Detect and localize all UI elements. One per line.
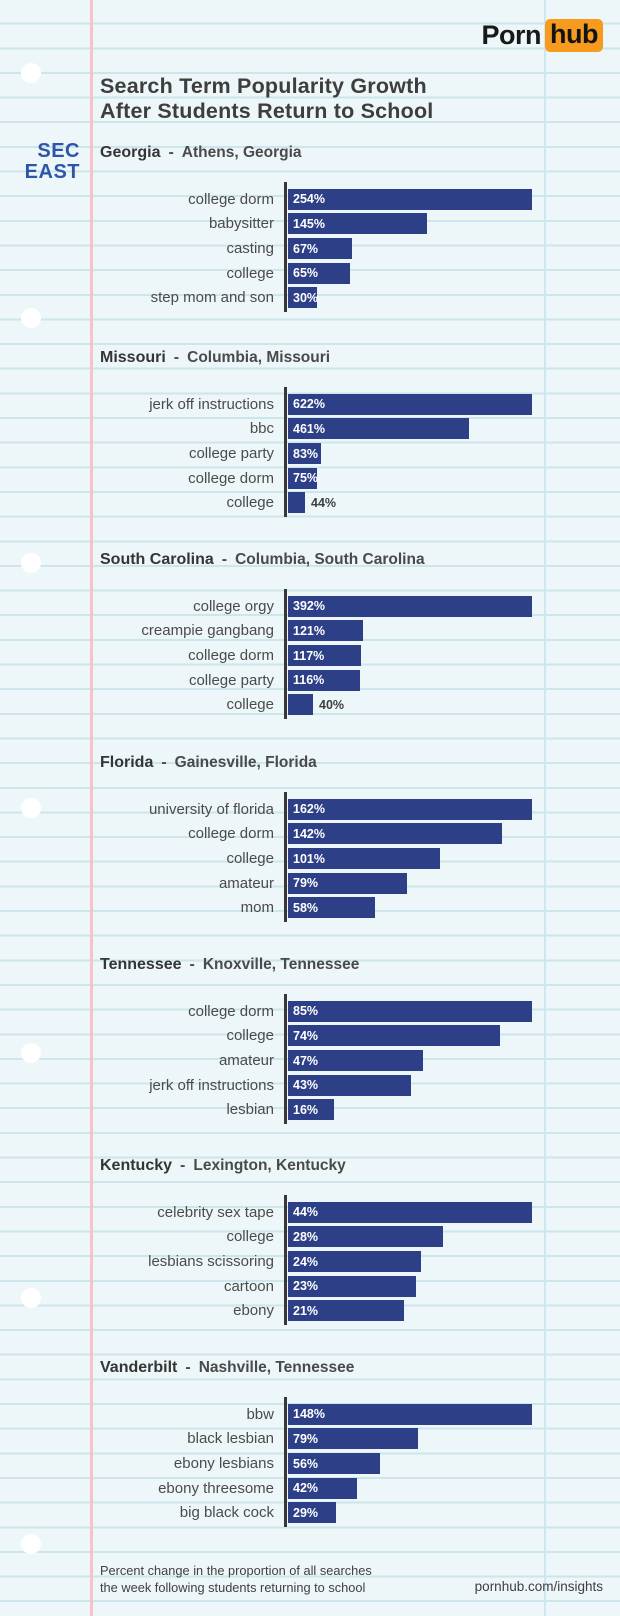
header-dash: - (189, 956, 195, 973)
search-term-label: college dorm (188, 647, 274, 665)
bar-track (284, 1251, 578, 1272)
value-label: 85% (293, 1004, 319, 1019)
bar-chart (100, 1402, 578, 1525)
search-term-label: ebony lesbians (173, 1455, 274, 1473)
chart-row (100, 212, 578, 237)
value-bar (288, 645, 361, 666)
value-bar (288, 492, 305, 513)
chart-row (100, 846, 578, 871)
value-label: 58% (293, 900, 319, 915)
chart-row (100, 1451, 578, 1476)
school-location: Knoxville, Tennessee (202, 956, 360, 973)
value-bar (288, 1001, 532, 1022)
value-label: 83% (293, 446, 319, 461)
school-location: Gainesville, Florida (174, 754, 317, 771)
school-location: Nashville, Tennessee (198, 1359, 355, 1376)
chart-row (100, 392, 578, 417)
chart-row (100, 187, 578, 212)
section-header (100, 551, 578, 569)
school-name: Kentucky (100, 1157, 173, 1174)
value-bar (288, 848, 440, 869)
logo-hub-badge: hub (545, 19, 603, 52)
value-bar (288, 799, 532, 820)
value-bar (288, 1502, 336, 1523)
chart-row (100, 594, 578, 619)
notebook-margin-line (90, 0, 93, 1616)
value-bar (288, 1300, 404, 1321)
bar-track (284, 213, 578, 234)
search-term-label: lesbian (226, 1101, 274, 1119)
bar-track (284, 238, 578, 259)
value-bar (288, 189, 532, 210)
chart-row (100, 1476, 578, 1501)
chart-row (100, 643, 578, 668)
search-term-label: big black cock (179, 1504, 274, 1522)
chart-row (100, 1274, 578, 1299)
search-term-label: amateur (218, 874, 274, 892)
value-bar (288, 468, 317, 489)
value-bar (288, 694, 313, 715)
header-dash: - (173, 349, 180, 366)
bar-track (284, 1478, 578, 1499)
hole-punch (21, 553, 41, 573)
search-term-label: college (226, 1228, 274, 1246)
pornhub-logo (482, 19, 604, 52)
value-label: 79% (293, 1431, 319, 1446)
search-term-label: university of florida (148, 800, 274, 818)
section-header (100, 1359, 578, 1377)
value-bar (288, 1453, 380, 1474)
section-header (100, 144, 578, 162)
chart-row (100, 1402, 578, 1427)
value-bar (288, 1050, 423, 1071)
chart-row (100, 822, 578, 847)
bar-track (284, 468, 578, 489)
chart-row (100, 1200, 578, 1225)
header-dash: - (168, 144, 174, 161)
hole-punch (21, 798, 41, 818)
value-label: 145% (293, 216, 325, 231)
value-label: 117% (293, 648, 325, 663)
bar-chart (100, 187, 578, 310)
bar-track (284, 263, 578, 284)
bar-track (284, 1404, 578, 1425)
search-term-label: lesbians scissoring (148, 1253, 274, 1271)
value-label: 23% (293, 1279, 319, 1294)
value-bar (288, 213, 427, 234)
bar-track (284, 645, 578, 666)
search-term-label: college (226, 494, 274, 512)
value-bar (288, 443, 321, 464)
header-dash: - (180, 1157, 186, 1174)
school-section (100, 754, 578, 929)
value-bar (288, 1202, 532, 1223)
chart-row (100, 1501, 578, 1526)
search-term-label: casting (226, 240, 274, 258)
school-section (100, 1157, 578, 1332)
search-term-label: college (226, 1027, 274, 1045)
value-label: 16% (293, 1102, 319, 1117)
value-label: 148% (293, 1407, 325, 1422)
bar-track (284, 694, 578, 715)
section-header (100, 349, 578, 367)
school-section (100, 1359, 578, 1534)
page-title (100, 74, 433, 123)
value-bar (288, 897, 375, 918)
value-bar (288, 1251, 421, 1272)
value-label: 116% (293, 673, 325, 688)
hole-punch (21, 63, 41, 83)
value-label: 42% (293, 1481, 319, 1496)
bar-chart (100, 392, 578, 515)
school-name: South Carolina (100, 551, 214, 568)
chart-row (100, 1098, 578, 1123)
bar-track (284, 1453, 578, 1474)
search-term-label: babysitter (208, 215, 274, 233)
bar-track (284, 492, 578, 513)
bar-track (284, 1099, 578, 1120)
chart-row (100, 491, 578, 516)
value-label: 65% (293, 266, 319, 281)
section-header (100, 1157, 578, 1175)
chart-row (100, 466, 578, 491)
chart-row (100, 1299, 578, 1324)
value-label: 392% (293, 599, 325, 614)
bar-track (284, 897, 578, 918)
bar-track (284, 443, 578, 464)
school-section (100, 551, 578, 726)
search-term-label: college party (188, 671, 274, 689)
search-term-label: bbw (246, 1405, 274, 1423)
search-term-label: college dorm (188, 469, 274, 487)
bar-track (284, 596, 578, 617)
bar-chart (100, 999, 578, 1122)
chart-row (100, 999, 578, 1024)
bar-track (284, 1001, 578, 1022)
search-term-label: celebrity sex tape (157, 1203, 274, 1221)
search-term-label: college (226, 696, 274, 714)
bar-track (284, 823, 578, 844)
school-name: Vanderbilt (100, 1359, 178, 1376)
school-section (100, 956, 578, 1131)
value-bar (288, 873, 407, 894)
value-label-outside: 40% (319, 697, 345, 712)
value-label: 29% (293, 1505, 319, 1520)
bar-track (284, 287, 578, 308)
chart-row (100, 1024, 578, 1049)
school-section (100, 144, 578, 319)
search-term-label: jerk off instructions (149, 1076, 274, 1094)
chart-row (100, 286, 578, 311)
chart-row (100, 619, 578, 644)
value-label: 254% (293, 192, 325, 207)
value-label: 162% (293, 802, 325, 817)
bar-track (284, 799, 578, 820)
chart-row (100, 236, 578, 261)
value-bar (288, 1075, 411, 1096)
search-term-label: college dorm (188, 190, 274, 208)
hole-punch (21, 308, 41, 328)
bar-track (284, 670, 578, 691)
search-term-label: college (226, 850, 274, 868)
bar-chart (100, 594, 578, 717)
value-label: 67% (293, 241, 319, 256)
bar-track (284, 1025, 578, 1046)
value-label: 47% (293, 1053, 319, 1068)
hole-punch (21, 1288, 41, 1308)
bar-track (284, 394, 578, 415)
value-bar (288, 1099, 334, 1120)
school-section (100, 349, 578, 524)
value-bar (288, 1276, 416, 1297)
search-term-label: ebony (233, 1302, 274, 1320)
value-label: 56% (293, 1456, 319, 1471)
chart-row (100, 1073, 578, 1098)
school-name: Missouri (100, 349, 166, 366)
bar-track (284, 1226, 578, 1247)
title-line-2: After Students Return to School (100, 98, 434, 123)
chart-row (100, 1225, 578, 1250)
chart-row (100, 1249, 578, 1274)
bar-track (284, 1050, 578, 1071)
chart-row (100, 417, 578, 442)
chart-row (100, 441, 578, 466)
value-label: 121% (293, 623, 325, 638)
search-term-label: jerk off instructions (149, 395, 274, 413)
search-term-label: black lesbian (187, 1430, 274, 1448)
value-bar (288, 1025, 500, 1046)
section-header (100, 754, 578, 772)
footnote-line-2: the week following students returning to school (100, 1580, 366, 1596)
value-bar (288, 823, 502, 844)
footnote (100, 1562, 372, 1596)
value-label: 28% (293, 1229, 319, 1244)
header-dash: - (161, 754, 167, 771)
badge-line-1: SEC (37, 140, 80, 162)
header-dash: - (185, 1359, 191, 1376)
search-term-label: college dorm (188, 825, 274, 843)
chart-row (100, 668, 578, 693)
value-label: 74% (293, 1028, 319, 1043)
value-bar (288, 1404, 532, 1425)
chart-row (100, 261, 578, 286)
badge-line-2: EAST (24, 160, 80, 183)
search-term-label: bbc (249, 420, 274, 438)
section-header (100, 956, 578, 974)
value-label: 44% (293, 1205, 319, 1220)
value-label-outside: 44% (311, 495, 337, 510)
search-term-label: creampie gangbang (141, 622, 274, 640)
value-label: 142% (293, 826, 325, 841)
header-dash: - (221, 551, 228, 568)
bar-track (284, 418, 578, 439)
bar-track (284, 1276, 578, 1297)
search-term-label: college orgy (193, 597, 274, 615)
school-name: Florida (100, 754, 154, 771)
value-label: 79% (293, 876, 319, 891)
chart-row (100, 896, 578, 921)
bar-track (284, 848, 578, 869)
value-bar (288, 1226, 443, 1247)
school-location: Columbia, Missouri (187, 349, 331, 366)
value-label: 43% (293, 1078, 319, 1093)
chart-row (100, 797, 578, 822)
bar-track (284, 1300, 578, 1321)
value-label: 101% (293, 851, 325, 866)
bar-track (284, 1428, 578, 1449)
value-bar (288, 596, 532, 617)
value-bar (288, 1478, 357, 1499)
value-label: 21% (293, 1303, 319, 1318)
search-term-label: amateur (218, 1052, 274, 1070)
search-term-label: college dorm (188, 1002, 274, 1020)
title-line-1: Search Term Popularity Growth (100, 74, 427, 98)
logo-porn-text: Porn (481, 20, 542, 50)
chart-row (100, 1427, 578, 1452)
bar-track (284, 873, 578, 894)
bar-track (284, 1502, 578, 1523)
school-name: Georgia (100, 144, 161, 161)
search-term-label: college (226, 264, 274, 282)
value-label: 24% (293, 1254, 319, 1269)
hole-punch (21, 1043, 41, 1063)
bar-chart (100, 797, 578, 920)
search-term-label: college party (188, 445, 274, 463)
search-term-label: step mom and son (150, 289, 274, 307)
value-bar (288, 1428, 418, 1449)
value-bar (288, 263, 350, 284)
bar-track (284, 189, 578, 210)
chart-row (100, 693, 578, 718)
value-label: 30% (293, 290, 319, 305)
value-bar (288, 394, 532, 415)
value-bar (288, 287, 317, 308)
bar-chart (100, 1200, 578, 1323)
value-bar (288, 670, 360, 691)
sec-east-badge (0, 141, 80, 182)
search-term-label: ebony threesome (158, 1479, 274, 1497)
value-bar (288, 620, 363, 641)
chart-row (100, 1048, 578, 1073)
hole-punch (21, 1534, 41, 1554)
bar-track (284, 1202, 578, 1223)
school-location: Athens, Georgia (181, 144, 302, 161)
chart-row (100, 871, 578, 896)
search-term-label: cartoon (223, 1277, 274, 1295)
school-name: Tennessee (100, 956, 182, 973)
school-location: Columbia, South Carolina (235, 551, 425, 568)
value-label: 622% (293, 397, 325, 412)
site-url: pornhub.com/insights (474, 1579, 603, 1594)
value-label: 461% (293, 421, 325, 436)
search-term-label: mom (240, 899, 274, 917)
value-bar (288, 238, 352, 259)
footnote-line-1: Percent change in the proportion of all searches (100, 1563, 372, 1578)
school-location: Lexington, Kentucky (193, 1157, 346, 1174)
value-bar (288, 418, 469, 439)
bar-track (284, 1075, 578, 1096)
bar-track (284, 620, 578, 641)
value-label: 75% (293, 471, 319, 486)
